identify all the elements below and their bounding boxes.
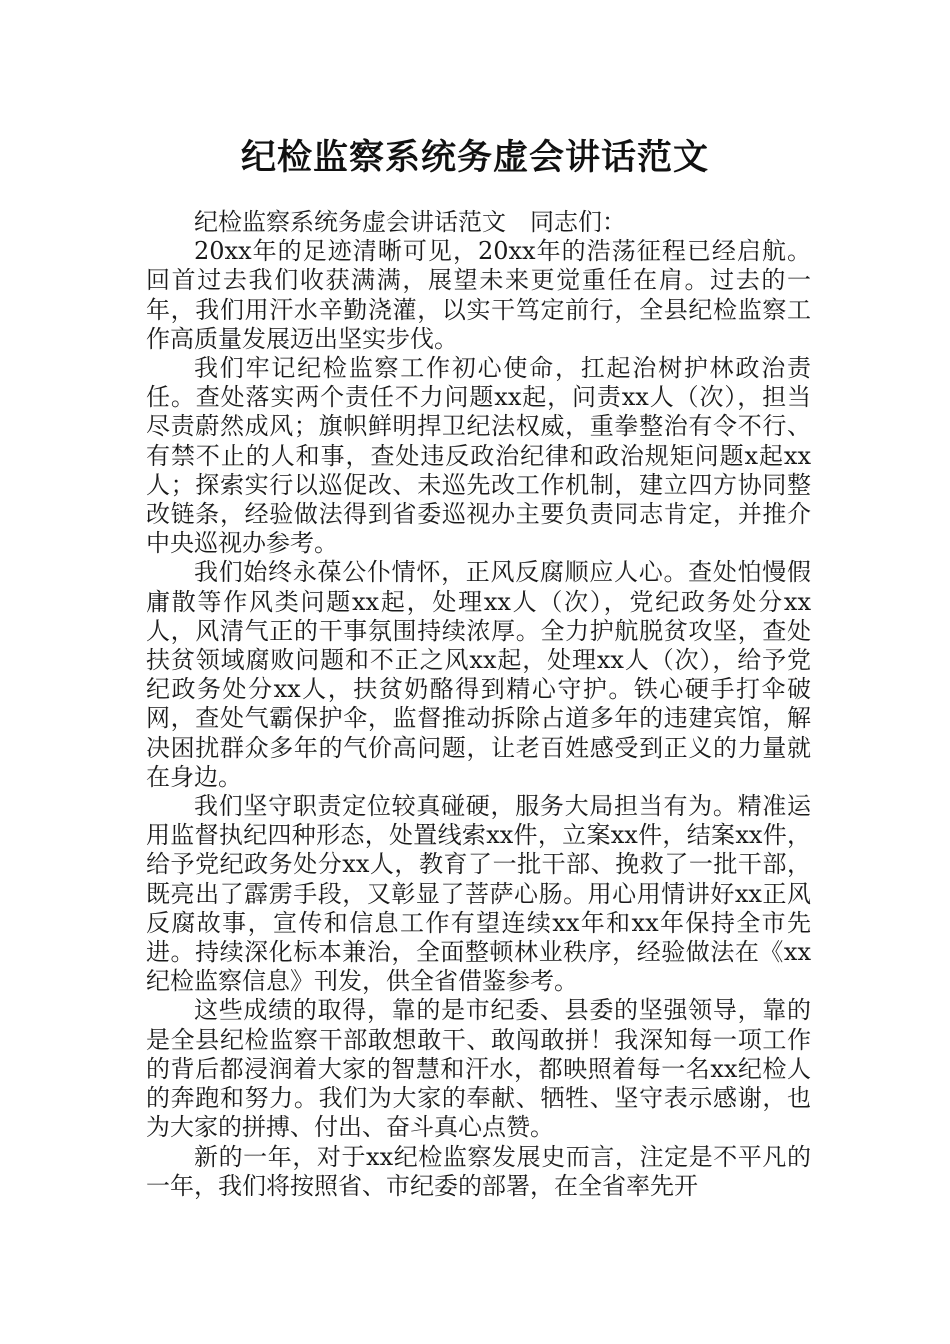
paragraph: 我们牢记纪检监察工作初心使命，扛起治树护林政治责任。查处落实两个责任不力问题xx起，问责xx人（次），担当尽责蔚然成风；旗帜鲜明捍卫纪法权威，重拳整治有令不行、有禁不止的人和事，查处违反政治纪律和政治规矩问题x起xx人；探索实行以巡促改、未巡先改工作机制，建立四方协同整改链条，经验做法得到省委巡视办主要负责同志肯定，并推介中央巡视办参考。	[146, 354, 811, 558]
document-body	[146, 208, 811, 1201]
paragraph: 我们始终永葆公仆情怀，正风反腐顺应人心。查处怕慢假庸散等作风类问题xx起，处理xx人（次），党纪政务处分xx人，风清气正的干事氛围持续浓厚。全力护航脱贫攻坚，查处扶贫领域腐败问题和不正之风xx起，处理xx人（次），给予党纪政务处分xx人，扶贫奶酪得到精心守护。铁心硬手打伞破网，查处气霸保护伞，监督推动拆除占道多年的违建宾馆，解决困扰群众多年的气价高问题，让老百姓感受到正义的力量就在身边。	[146, 558, 811, 791]
paragraph: 纪检监察系统务虚会讲话范文 同志们：	[194, 208, 626, 236]
document-title: 纪检监察系统务虚会讲话范文	[240, 137, 709, 178]
paragraph: 我们坚守职责定位较真碰硬，服务大局担当有为。精准运用监督执纪四种形态，处置线索xx件，立案xx件，结案xx件，给予党纪政务处分xx人，教育了一批干部、挽救了一批干部，既亮出了霹雳手段，又彰显了菩萨心肠。用心用情讲好xx正风反腐故事，宣传和信息工作有望连续xx年和xx年保持全市先进。持续深化标本兼治，全面整顿林业秩序，经验做法在《xx纪检监察信息》刊发，供全省借鉴参考。	[146, 792, 811, 996]
paragraph: 20xx年的足迹清晰可见，20xx年的浩荡征程已经启航。回首过去我们收获满满，展望未来更觉重任在肩。过去的一年，我们用汗水辛勤浇灌，以实干笃定前行，全县纪检监察工作高质量发展迈出坚实步伐。	[146, 237, 811, 353]
paragraph: 这些成绩的取得，靠的是市纪委、县委的坚强领导，靠的是全县纪检监察干部敢想敢干、敢闯敢拼！我深知每一项工作的背后都浸润着大家的智慧和汗水，都映照着每一名xx纪检人的奔跑和努力。我们为大家的奉献、牺牲、坚守表示感谢，也为大家的拼搏、付出、奋斗真心点赞。	[146, 996, 811, 1142]
paragraph: 新的一年，对于xx纪检监察发展史而言，注定是不平凡的一年，我们将按照省、市纪委的部署，在全省率先开	[146, 1142, 811, 1200]
